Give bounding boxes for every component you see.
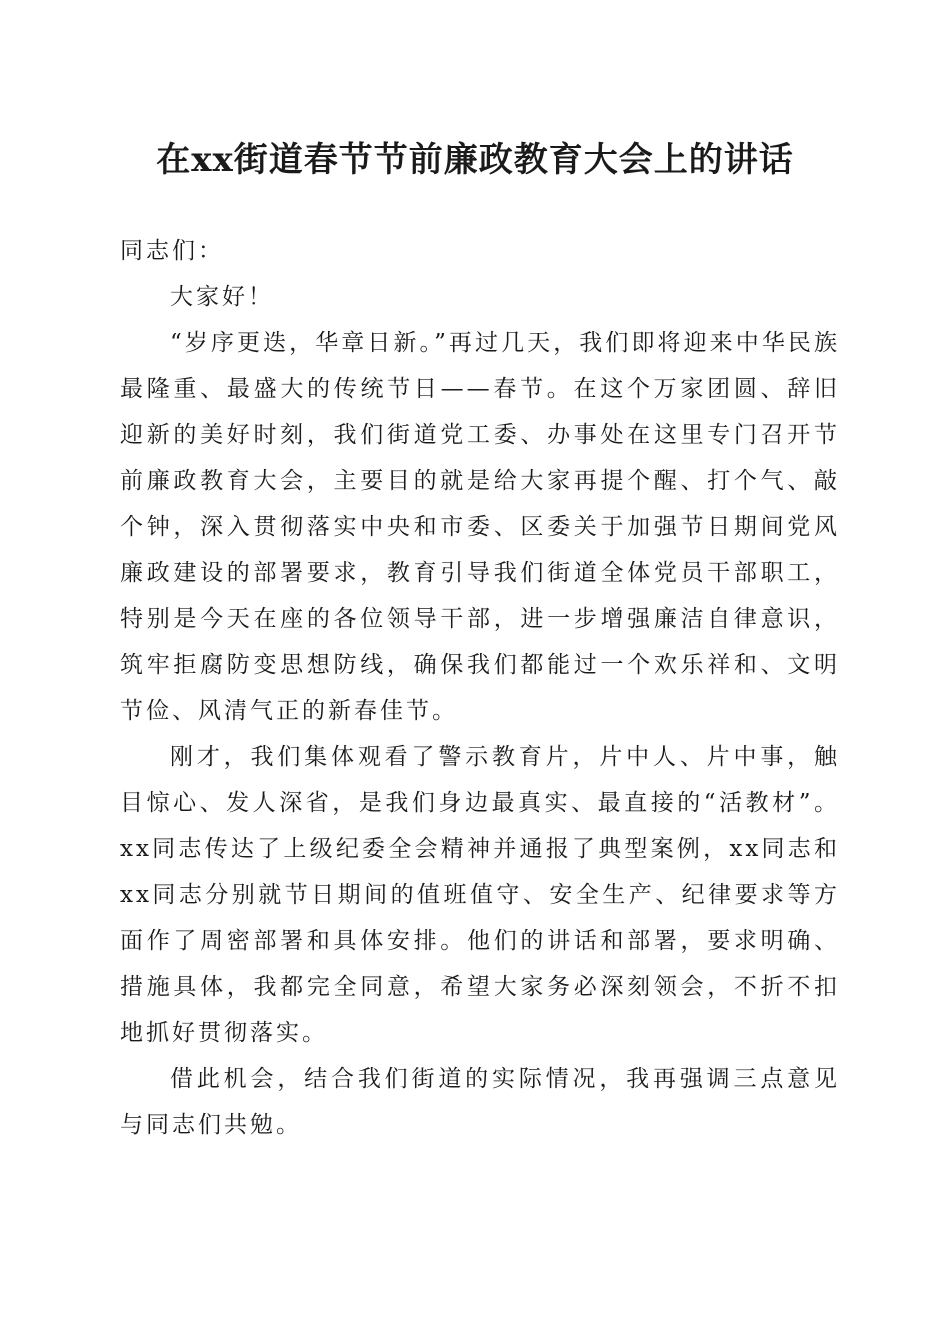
paragraph-greeting: 大家好！ bbox=[170, 284, 274, 310]
paragraph-opening: “岁序更迭，华章日新。”再过几天，我们即将迎来中华民族最隆重、最盛大的传统节日——春节。在这个万家团圆、辞旧迎新的美好时刻，我们街道党工委、办事处在这里专门召开节前廉政教育大会，主要目的就是给大家再提个醒、打个气、敲个钟，深入贯彻落实中央和市委、区委关于加强节日期间党风廉政建设的部署要求，教育引导我们街道全体党员干部职工，特别是今天在座的各位领导干部，进一步增强廉洁自律意识，筑牢拒腐防变思想防线，确保我们都能过一个欢乐祥和、文明节俭、风清气正的新春佳节。 bbox=[120, 330, 840, 724]
paragraph-review: 刚才，我们集体观看了警示教育片，片中人、片中事，触目惊心、发人深省，是我们身边最真实、最直接的“活教材”。xx同志传达了上级纪委全会精神并通报了典型案例，xx同志和xx同志分别就节日期间的值班值守、安全生产、纪律要求等方面作了周密部署和具体安排。他们的讲话和部署，要求明确、措施具体，我都完全同意，希望大家务必深刻领会，不折不扣地抓好贯彻落实。 bbox=[120, 744, 840, 1046]
document-title: 在xx街道春节节前廉政教育大会上的讲话 bbox=[156, 140, 794, 180]
salutation: 同志们： bbox=[120, 238, 224, 264]
document-body bbox=[120, 228, 840, 1148]
paragraph-transition: 借此机会，结合我们街道的实际情况，我再强调三点意见与同志们共勉。 bbox=[120, 1066, 840, 1138]
